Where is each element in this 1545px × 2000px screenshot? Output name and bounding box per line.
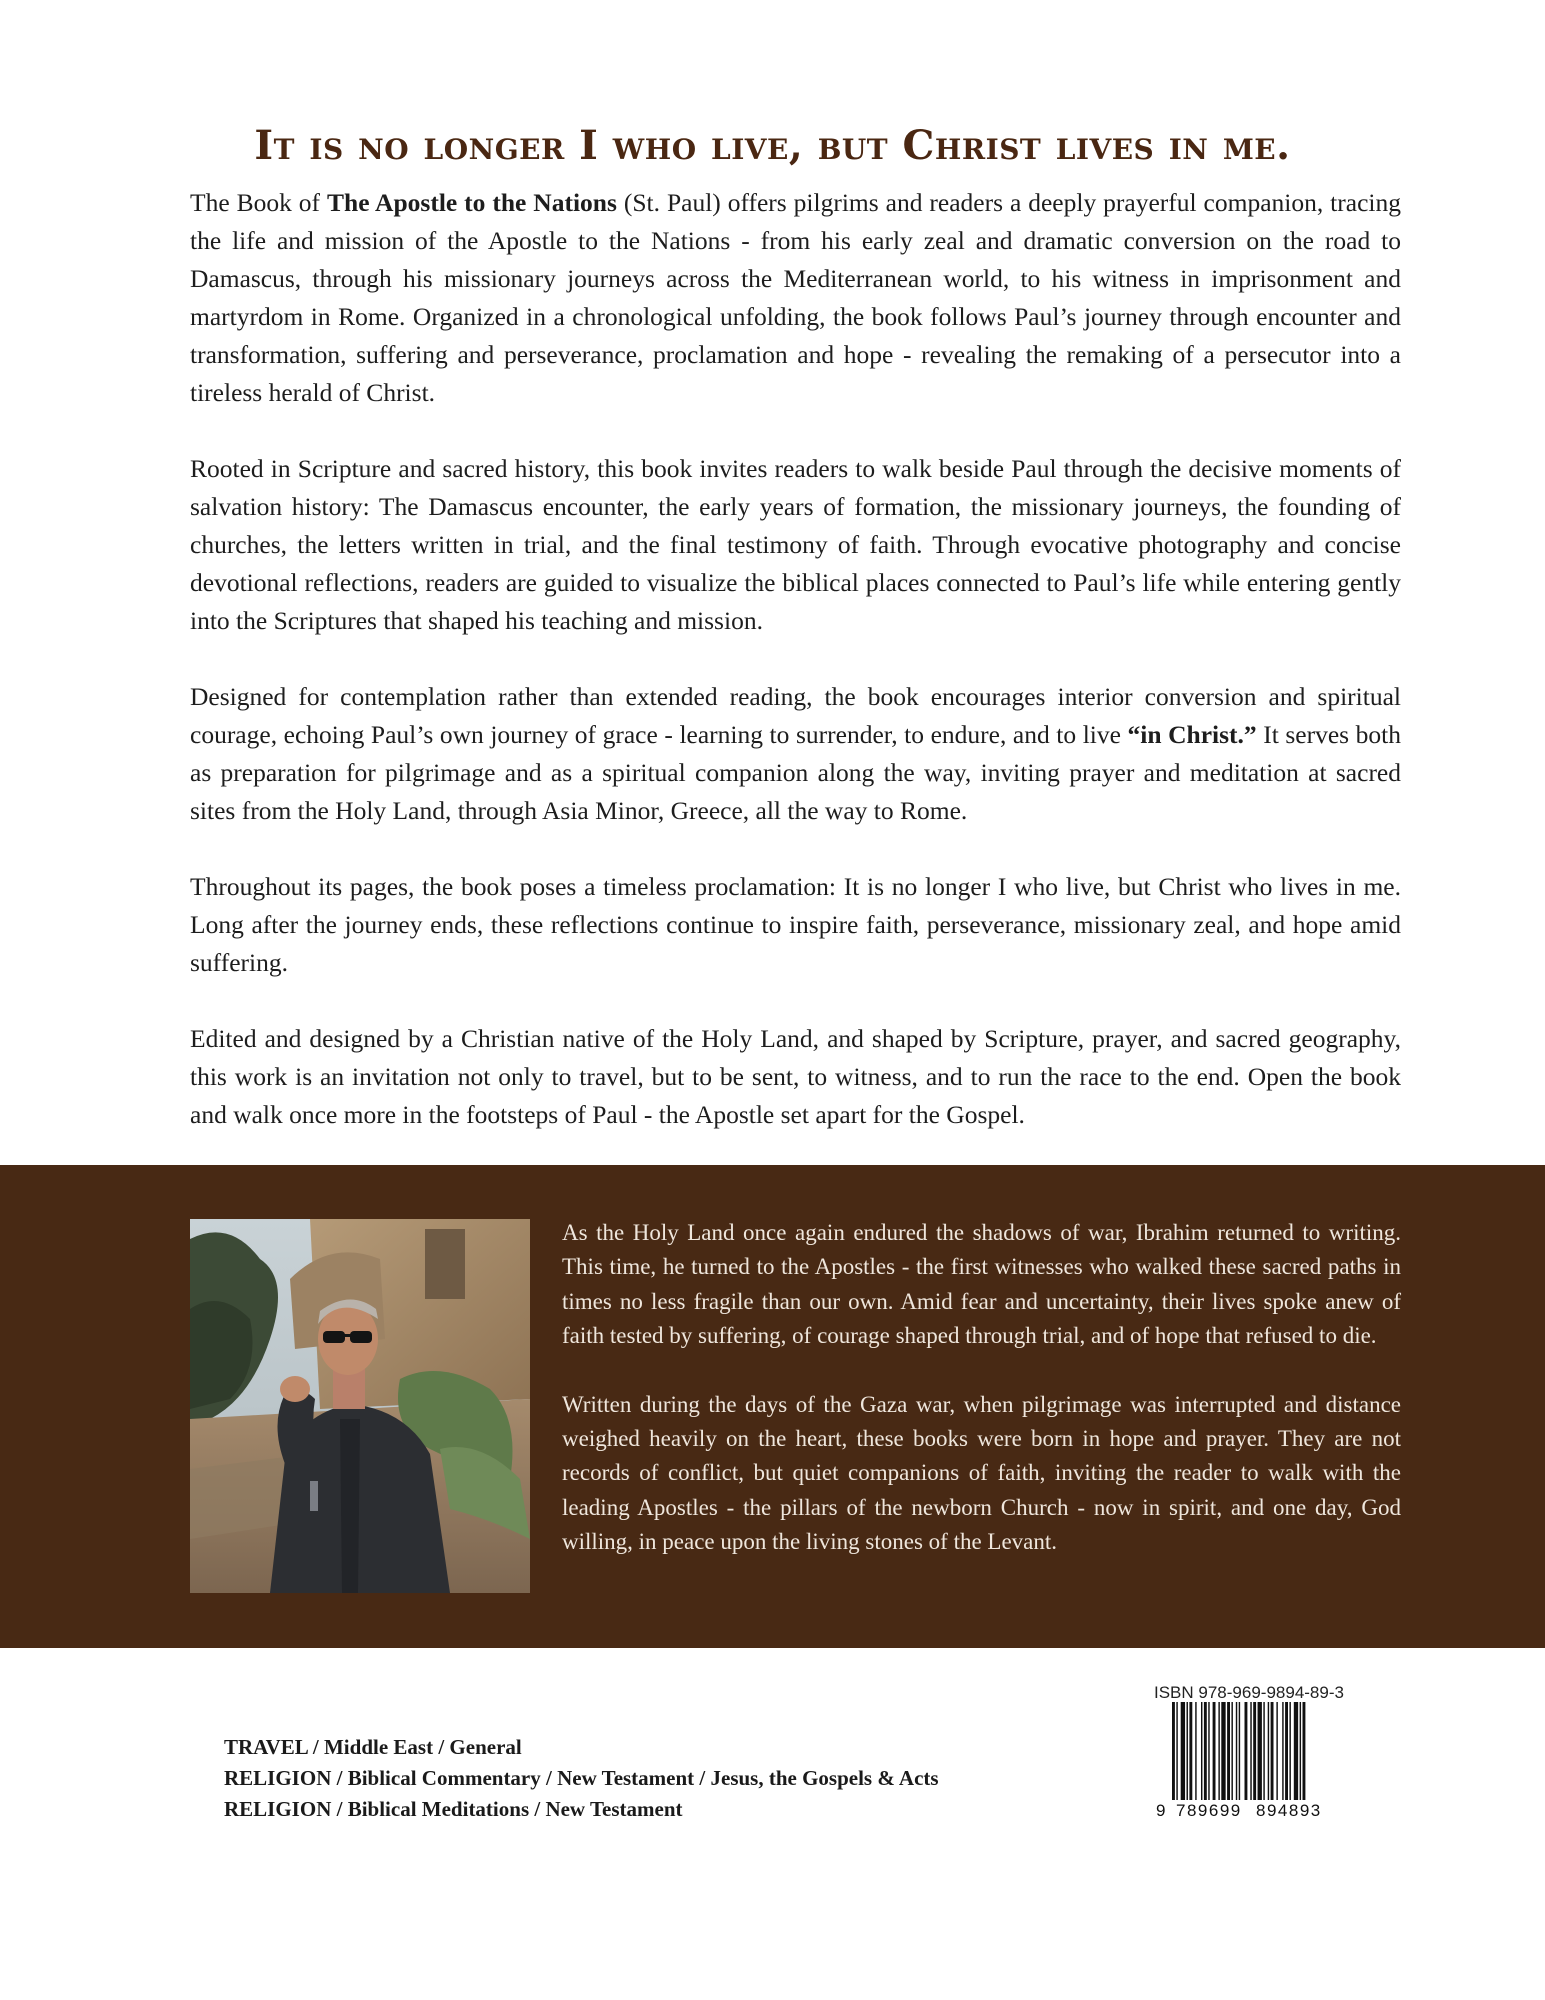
category-line: TRAVEL / Middle East / General — [224, 1735, 522, 1759]
barcode-bar — [1204, 1702, 1207, 1802]
barcode-bar — [1276, 1702, 1277, 1802]
barcode-bar — [1271, 1702, 1274, 1802]
barcode-bar — [1201, 1702, 1202, 1802]
description-paragraph-3: Designed for contemplation rather than extended reading, the book encourages interior conversion and spiritual courage, echoing Paul’s own journey of grace - learning to surrender, to endure, and to live “in Christ.” It serves both as preparation for pilgrimage and as a spiritual companion along the way, inviting prayer and meditation at sacred sites from the Holy Land, through Asia Minor, Greece, all the way to Rome. — [190, 682, 1402, 825]
book-title: The Apostle to the Nations — [327, 188, 617, 217]
barcode-bar — [1213, 1702, 1216, 1802]
description-paragraph-4: Throughout its pages, the book poses a timeless proclamation: It is no longer I who live, but Christ who lives in me. Long after the journey ends, these reflections continue to inspire faith, perseverance, missionary zeal, and hope amid suffering. — [190, 872, 1401, 977]
author-bio — [562, 1216, 1401, 1560]
barcode-bar — [1172, 1702, 1175, 1812]
author-photo — [190, 1219, 530, 1593]
category-line: RELIGION / Biblical Meditations / New Testament — [224, 1797, 683, 1821]
barcode-bar — [1268, 1702, 1269, 1802]
barcode-bar — [1176, 1702, 1177, 1812]
isbn-label: ISBN 978-969-9894-89-3 — [1154, 1683, 1344, 1702]
barcode-bar — [1258, 1702, 1262, 1802]
description-paragraph-1: The Book of The Apostle to the Nations (St. Paul) offers pilgrims and readers a deeply prayerful companion, tracing the life and mission of the Apostle to the Nations - from his early zeal and dramatic conversion on the road to Damascus, through his missionary journeys across the Mediterranean world, to his witness in imprisonment and martyrdom in Rome. Organized in a chronological unfolding, the book follows Paul’s journey through encounter and transformation, suffering and perseverance, proclamation and hope - revealing the remaking of a persecutor into a tireless herald of Christ. — [190, 188, 1401, 407]
barcode-bar — [1189, 1702, 1192, 1802]
barcode-bar — [1208, 1702, 1209, 1802]
barcode-bar — [1285, 1702, 1288, 1802]
isbn-barcode — [1154, 1702, 1338, 1820]
cover-headline: It is no longer I who live, but Christ lives in me. — [254, 122, 1291, 169]
barcode-bar — [1245, 1702, 1248, 1802]
barcode-bar — [1236, 1702, 1237, 1802]
barcode-bar — [1294, 1702, 1298, 1802]
barcode-bar — [1187, 1702, 1188, 1802]
barcode-bar — [1250, 1702, 1251, 1802]
barcode-bar — [1300, 1702, 1301, 1802]
barcode-bar — [1227, 1702, 1230, 1802]
author-bio-paragraph-2: Written during the days of the Gaza war, when pilgrimage was interrupted and distance weighed heavily on the heart, these books were born in hope and prayer. They are not records of conflict, but quiet companions of faith, inviting the reader to walk with the leading Apostles - the pillars of the newborn Church - now in spirit, and one day, God willing, in peace upon the living stones of the Levant. — [562, 1391, 1401, 1555]
description-paragraph-5: Edited and designed by a Christian native of the Holy Land, and shaped by Scripture, prayer, and sacred geography, this work is an invitation not only to travel, but to be sent, to witness, and to run the race to the end. Open the book and walk once more in the footsteps of Paul - the Apostle set apart for the Gospel. — [190, 1024, 1401, 1129]
barcode-bar — [1263, 1702, 1264, 1802]
barcode-bar — [1195, 1702, 1196, 1802]
barcode-bar — [1282, 1702, 1283, 1802]
barcode-bar — [1239, 1702, 1240, 1812]
barcode-digit-prefix: 9 — [1156, 1801, 1166, 1820]
author-bio-paragraph-1: As the Holy Land once again endured the shadows of war, Ibrahim returned to writing. This time, he turned to the Apostles - the first witnesses who walked these sacred paths in times no less fragile than our own. Amid fear and uncertainty, their lives spoke anew of faith tested by suffering, of courage shaped through trial, and of hope that refused to die. — [562, 1220, 1401, 1349]
barcode-bar — [1221, 1702, 1225, 1802]
description-paragraph-2: Rooted in Scripture and sacred history, this book invites readers to walk beside Paul through the decisive moments of salvation history: The Damascus encounter, the early years of formation, the missionary journeys, the founding of churches, the letters written in trial, and the final testimony of faith. Through evocative photography and concise devotional reflections, readers are guided to visualize the biblical places connected to Paul’s life while entering gently into the Scriptures that shaped his teaching and mission. — [190, 454, 1401, 635]
barcode-bar — [1218, 1702, 1219, 1802]
category-line: RELIGION / Biblical Commentary / New Testament / Jesus, the Gospels & Acts — [224, 1766, 939, 1790]
barcode-digits-left: 789699 — [1176, 1801, 1242, 1820]
barcode-bar — [1181, 1702, 1185, 1802]
barcode-bar — [1289, 1702, 1290, 1802]
barcode-digits-right: 894893 — [1256, 1801, 1322, 1820]
barcode-bar — [1303, 1702, 1306, 1812]
in-christ-emphasis: “in Christ.” — [1127, 720, 1257, 749]
barcode-bar — [1231, 1702, 1232, 1802]
bisac-categories — [224, 1732, 1024, 1825]
book-description — [190, 184, 1401, 1134]
barcode-bar — [1253, 1702, 1256, 1802]
